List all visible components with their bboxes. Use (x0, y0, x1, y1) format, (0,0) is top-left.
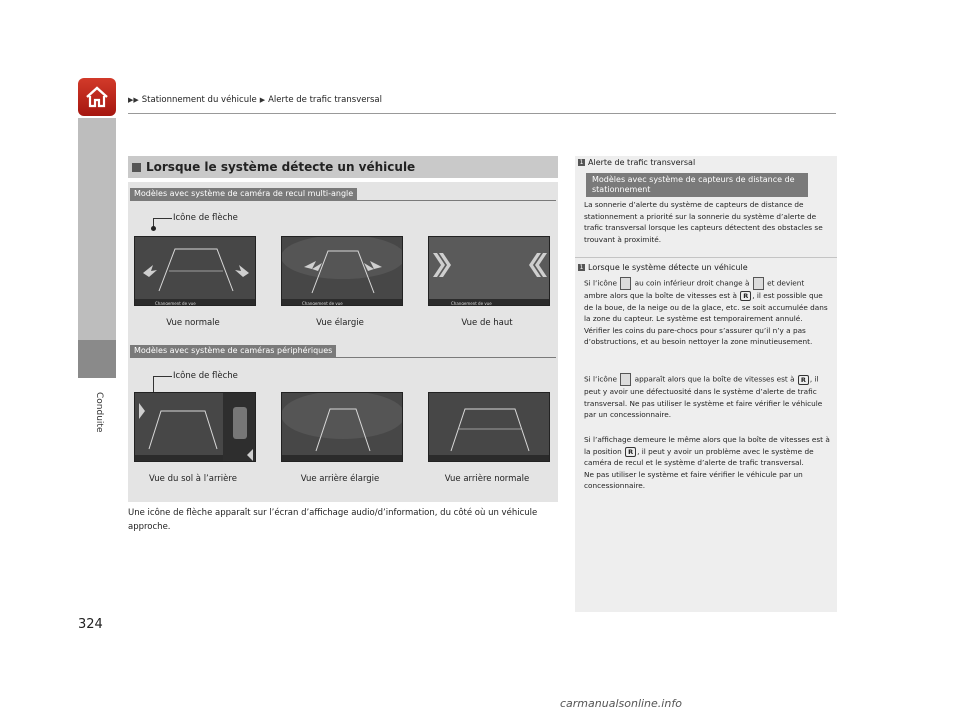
breadcrumb-item-parking[interactable]: Stationnement du véhicule (141, 95, 257, 105)
note-title: 1 Alerte de trafic transversal (579, 158, 696, 167)
callout-leader (153, 218, 172, 228)
home-icon (84, 85, 110, 109)
note-paragraph: Si l’icône au coin inférieur droit change à et devient ambre alors que la boîte de vitesses est à R , il est possible que de la boue, de la neige ou de la glace, etc. se soit accumulée dans la zone du capteur. Le système est temporairement annulé. Vérifier les coins du pare-chocs pour s’assurer qu’il n’y a pas d’obstructions, et au besoin nettoyer la zone minutieusement. (584, 278, 828, 347)
tag-rule (130, 200, 556, 201)
camera-screen-ground (134, 392, 256, 462)
breadcrumb-arrow-icon: ▶ (259, 96, 266, 104)
section-body-text: Une icône de flèche apparaît sur l’écran d’affichage audio/d’information, du côté où un véhicule approche. (128, 508, 538, 532)
note-marker-icon: 1 (579, 159, 584, 166)
camera-screen-rear-normal (428, 392, 550, 462)
screen-label: Changement de vue (302, 301, 343, 306)
view-caption: Vue élargie (316, 318, 364, 328)
screen-label: Changement de vue (451, 301, 492, 306)
callout-dot (151, 226, 156, 231)
sensor-icon (620, 277, 631, 290)
model-tag-surround: Modèles avec système de caméras périphériques (130, 345, 336, 357)
note-model-tag: Modèles avec système de capteurs de distance de stationnement (586, 173, 808, 197)
chapter-tab (78, 118, 116, 378)
footer-watermark: carmanualsonline.info (560, 697, 682, 710)
home-button[interactable] (78, 78, 116, 116)
note-marker-icon: 1 (579, 264, 584, 271)
arrow-callout-label: Icône de flèche (173, 371, 238, 381)
note-paragraph: Si l’affichage demeure le même alors que la boîte de vitesses est à la position R , il peut y avoir un problème avec le système de caméra de recul et le système d’alerte de trafic transversal. Ne pas utiliser le système et faire vérifier le véhicule par un concessionnaire. (584, 435, 830, 491)
gear-r-key: R (798, 375, 809, 385)
note-text: La sonnerie d’alerte du système de capteurs de distance de stationnement a priorité sur la sonnerie du système d’alerte de trafic transversal lorsque les capteurs détectent des obstacles se trouvant à proximité. (584, 200, 823, 244)
arrow-callout-label: Icône de flèche (173, 213, 238, 223)
gear-r-key: R (740, 291, 751, 301)
camera-screen-wide (281, 236, 403, 306)
view-caption: Vue de haut (461, 318, 513, 328)
gear-r-key: R (625, 447, 636, 457)
screen-label: Changement de vue (155, 301, 196, 306)
note-paragraph: Si l’icône apparaît alors que la boîte de vitesses est à R , il peut y avoir une défectuosité dans le système d’alerte de trafic transversal. Ne pas utiliser le système et faire vérifier le véhicule par un concessionnaire. (584, 374, 823, 420)
system-fault-icon (620, 373, 631, 386)
view-caption: Vue arrière élargie (300, 474, 380, 484)
view-caption: Vue normale (166, 318, 220, 328)
sensor-amber-icon (753, 277, 764, 290)
camera-screen-rear-wide (281, 392, 403, 462)
breadcrumb-item-cross-traffic[interactable]: Alerte de trafic transversal (268, 95, 382, 105)
breadcrumb-arrow-icon: ▶▶ (128, 96, 139, 104)
camera-screen-top (428, 236, 550, 306)
note-divider (575, 257, 837, 258)
tag-rule (130, 357, 556, 358)
section-heading (128, 156, 558, 178)
chapter-label: Conduite (94, 392, 104, 433)
model-tag-multi-angle: Modèles avec système de caméra de recul multi-angle (130, 188, 357, 200)
header-rule (128, 113, 836, 114)
section-title: Lorsque le système détecte un véhicule (146, 160, 416, 174)
breadcrumb (128, 95, 382, 105)
page-number: 324 (78, 617, 103, 632)
view-caption: Vue arrière normale (444, 474, 530, 484)
camera-screen-normal (134, 236, 256, 306)
view-caption: Vue du sol à l’arrière (149, 474, 237, 484)
note-title: 1 Lorsque le système détecte un véhicule (579, 263, 748, 272)
heading-square-icon (132, 163, 141, 172)
chapter-tab-active[interactable] (78, 340, 116, 378)
